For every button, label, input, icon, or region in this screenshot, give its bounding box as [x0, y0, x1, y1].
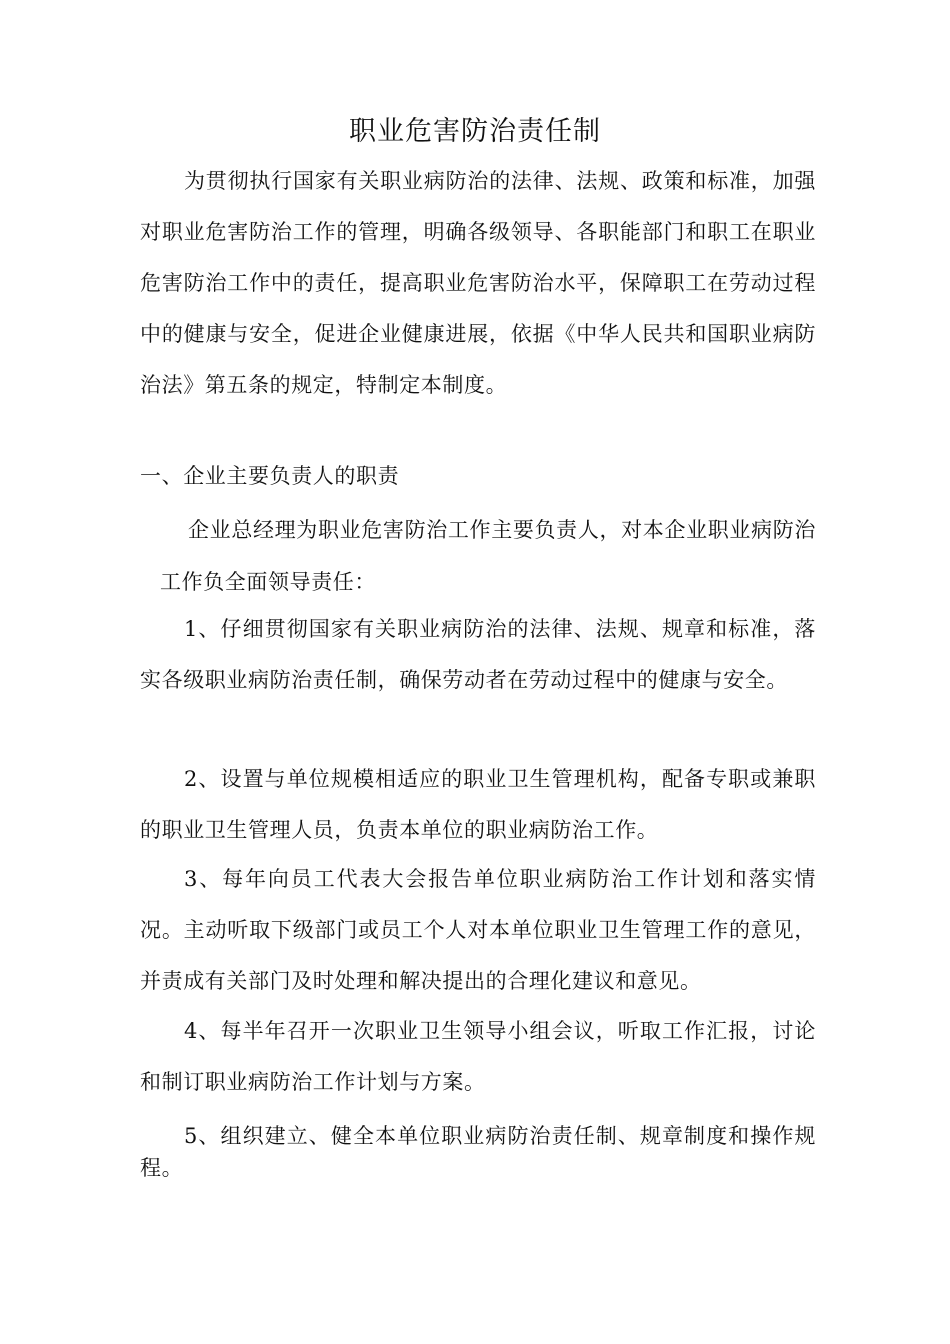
list-item-5: 5、组织建立、健全本单位职业病防治责任制、规章制度和操作规程。 [140, 1124, 816, 1180]
section-heading: 一、企业主要负责人的职责 [140, 464, 400, 488]
list-item-2: 2、设置与单位规模相适应的职业卫生管理机构，配备专职或兼职的职业卫生管理人员，负责本单位的职业病防治工作。 [140, 767, 816, 842]
list-item-3: 3、每年向员工代表大会报告单位职业病防治工作计划和落实情况。主动听取下级部门或员工个人对本单位职业卫生管理工作的意见，并责成有关部门及时处理和解决提出的合理化建议和意见。 [140, 867, 816, 993]
list-item-1: 1、仔细贯彻国家有关职业病防治的法律、法规、规章和标准，落实各级职业病防治责任制，确保劳动者在劳动过程中的健康与安全。 [140, 617, 816, 692]
document-title: 职业危害防治责任制 [349, 116, 601, 147]
intro-paragraph: 为贯彻执行国家有关职业病防治的法律、法规、政策和标准，加强对职业危害防治工作的管理，明确各级领导、各职能部门和职工在职业危害防治工作中的责任，提高职业危害防治水平，保障职工在劳动过程中的健康与安全，促进企业健康进展，依据《中华人民共和国职业病防治法》第五条的规定，特制定本制度。 [140, 169, 816, 397]
section-lead-paragraph: 企业总经理为职业危害防治工作主要负责人，对本企业职业病防治工作负全面领导责任： [160, 518, 816, 594]
list-item-4: 4、每半年召开一次职业卫生领导小组会议，听取工作汇报，讨论和制订职业病防治工作计划与方案。 [140, 1019, 816, 1094]
